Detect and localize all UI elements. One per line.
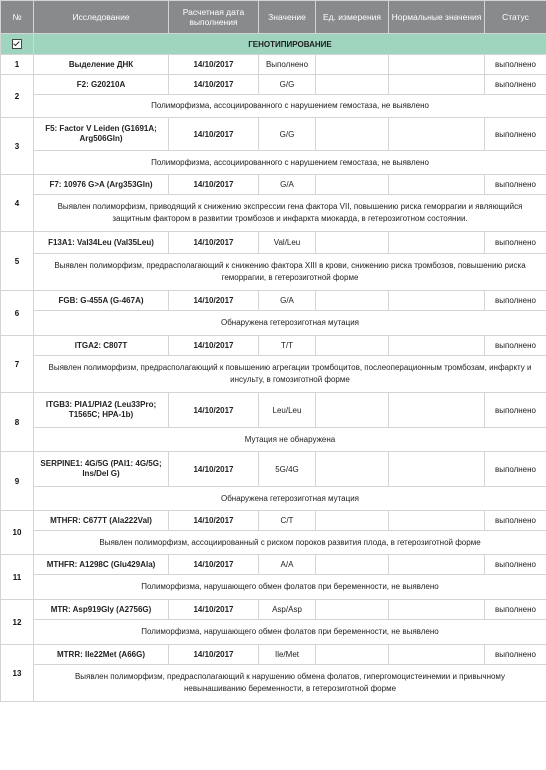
result-value: G/G: [259, 75, 316, 95]
study-name: ITGB3: PIA1/PIA2 (Leu33Pro; T1565C; HPA-1b): [34, 393, 169, 428]
due-date: 14/10/2017: [169, 291, 259, 311]
normal-range: [389, 291, 485, 311]
result-value: Leu/Leu: [259, 393, 316, 428]
section-checkbox[interactable]: [12, 39, 22, 49]
table-note-row: [1, 195, 546, 232]
normal-range: [389, 336, 485, 356]
interpretation-text: Обнаружена гетерозиготная мутация: [34, 487, 546, 511]
table-header-row: [1, 1, 546, 34]
result-value: G/A: [259, 175, 316, 195]
unit-value: [316, 645, 389, 665]
due-date: 14/10/2017: [169, 600, 259, 620]
status-text: выполнено: [485, 75, 546, 95]
study-name: MTHFR: C677T (Ala222Val): [34, 511, 169, 531]
row-number: 1: [1, 55, 34, 75]
study-name: ITGA2: C807T: [34, 336, 169, 356]
table-row[interactable]: [1, 600, 546, 620]
normal-range: [389, 393, 485, 428]
unit-value: [316, 600, 389, 620]
status-text: выполнено: [485, 232, 546, 254]
table-row[interactable]: [1, 175, 546, 195]
row-number: 11: [1, 555, 34, 600]
normal-range: [389, 118, 485, 151]
status-text: выполнено: [485, 645, 546, 665]
unit-value: [316, 291, 389, 311]
unit-value: [316, 75, 389, 95]
unit-value: [316, 511, 389, 531]
unit-value: [316, 175, 389, 195]
row-number: 5: [1, 232, 34, 291]
interpretation-text: Полиморфизма, нарушающего обмен фолатов при беременности, не выявлено: [34, 620, 546, 645]
row-number: 6: [1, 291, 34, 336]
study-name: F2: G20210A: [34, 75, 169, 95]
section-row: [1, 34, 546, 55]
table-note-row: [1, 311, 546, 336]
due-date: 14/10/2017: [169, 452, 259, 487]
interpretation-text: Мутация не обнаружена: [34, 428, 546, 452]
due-date: 14/10/2017: [169, 175, 259, 195]
interpretation-text: Выявлен полиморфизм, ассоциированный с риском пороков развития плода, в гетерозиготной форме: [34, 531, 546, 555]
status-text: выполнено: [485, 291, 546, 311]
normal-range: [389, 452, 485, 487]
unit-value: [316, 336, 389, 356]
status-text: выполнено: [485, 55, 546, 75]
normal-range: [389, 75, 485, 95]
row-number: 7: [1, 336, 34, 393]
interpretation-text: Полиморфизма, ассоциированного с нарушением гемостаза, не выявлено: [34, 151, 546, 175]
due-date: 14/10/2017: [169, 118, 259, 151]
table-row[interactable]: [1, 55, 546, 75]
header-unit[interactable]: Ед. измерения: [316, 1, 389, 34]
due-date: 14/10/2017: [169, 75, 259, 95]
row-number: 12: [1, 600, 34, 645]
due-date: 14/10/2017: [169, 336, 259, 356]
row-number: 13: [1, 645, 34, 702]
result-value: Asp/Asp: [259, 600, 316, 620]
due-date: 14/10/2017: [169, 232, 259, 254]
result-value: Ile/Met: [259, 645, 316, 665]
normal-range: [389, 555, 485, 575]
due-date: 14/10/2017: [169, 55, 259, 75]
row-number: 4: [1, 175, 34, 232]
status-text: выполнено: [485, 175, 546, 195]
normal-range: [389, 645, 485, 665]
row-number: 2: [1, 75, 34, 118]
table-row[interactable]: [1, 511, 546, 531]
header-date[interactable]: Расчетная дата выполнения: [169, 1, 259, 34]
normal-range: [389, 600, 485, 620]
study-name: MTR: Asp919Gly (A2756G): [34, 600, 169, 620]
interpretation-text: Выявлен полиморфизм, предрасполагающий к снижению фактора XIII в крови, снижению риска тромбозов, повышению риска геморрагии, в гетерозиготной форме: [34, 254, 546, 291]
table-note-row: [1, 575, 546, 600]
normal-range: [389, 55, 485, 75]
status-text: выполнено: [485, 118, 546, 151]
row-number: 10: [1, 511, 34, 555]
table-row[interactable]: [1, 393, 546, 428]
unit-value: [316, 393, 389, 428]
table-row[interactable]: [1, 336, 546, 356]
due-date: 14/10/2017: [169, 555, 259, 575]
header-value[interactable]: Значение: [259, 1, 316, 34]
table-row[interactable]: [1, 291, 546, 311]
table-note-row: [1, 487, 546, 511]
table-note-row: [1, 254, 546, 291]
table-row[interactable]: [1, 645, 546, 665]
result-value: 5G/4G: [259, 452, 316, 487]
section-checkbox-cell: [1, 34, 34, 55]
table-row[interactable]: [1, 452, 546, 487]
table-note-row: [1, 95, 546, 118]
study-name: MTRR: Ile22Met (A66G): [34, 645, 169, 665]
table-note-row: [1, 356, 546, 393]
interpretation-text: Обнаружена гетерозиготная мутация: [34, 311, 546, 336]
row-number: 8: [1, 393, 34, 452]
status-text: выполнено: [485, 600, 546, 620]
status-text: выполнено: [485, 555, 546, 575]
table-note-row: [1, 151, 546, 175]
section-title: ГЕНОТИПИРОВАНИЕ: [34, 34, 546, 55]
interpretation-text: Полиморфизма, ассоциированного с нарушением гемостаза, не выявлено: [34, 95, 546, 118]
table-row[interactable]: [1, 232, 546, 254]
study-name: SERPINE1: 4G/5G (PAI1: 4G/5G; Ins/Del G): [34, 452, 169, 487]
table-row[interactable]: [1, 75, 546, 95]
status-text: выполнено: [485, 393, 546, 428]
table-note-row: [1, 620, 546, 645]
result-value: A/A: [259, 555, 316, 575]
status-text: выполнено: [485, 511, 546, 531]
row-number: 9: [1, 452, 34, 511]
status-text: выполнено: [485, 452, 546, 487]
result-value: T/T: [259, 336, 316, 356]
table-note-row: [1, 531, 546, 555]
header-status[interactable]: Статус: [485, 1, 546, 34]
interpretation-text: Выявлен полиморфизм, предрасполагающий к нарушению обмена фолатов, гипергомоцистеинемии и привычному невынашиванию беременности, в гетерозиготной форме: [34, 665, 546, 702]
result-value: G/G: [259, 118, 316, 151]
unit-value: [316, 55, 389, 75]
normal-range: [389, 511, 485, 531]
result-value: Выполнено: [259, 55, 316, 75]
result-value: G/A: [259, 291, 316, 311]
unit-value: [316, 555, 389, 575]
table-row[interactable]: [1, 555, 546, 575]
study-name: F13A1: Val34Leu (Val35Leu): [34, 232, 169, 254]
interpretation-text: Выявлен полиморфизм, приводящий к снижению экспрессии гена фактора VII, повышению риска геморрагии и являющийся защитным фактором в развитии тромбозов и инфаркта миокарда, в гетерозиготном состоянии.: [34, 195, 546, 232]
study-name: Выделение ДНК: [34, 55, 169, 75]
unit-value: [316, 118, 389, 151]
row-number: 3: [1, 118, 34, 175]
result-value: Val/Leu: [259, 232, 316, 254]
table-note-row: [1, 665, 546, 702]
result-value: C/T: [259, 511, 316, 531]
study-name: FGB: G-455A (G-467A): [34, 291, 169, 311]
normal-range: [389, 175, 485, 195]
due-date: 14/10/2017: [169, 393, 259, 428]
study-name: F7: 10976 G>A (Arg353Gln): [34, 175, 169, 195]
normal-range: [389, 232, 485, 254]
study-name: MTHFR: A1298C (Glu429Ala): [34, 555, 169, 575]
table-row[interactable]: [1, 118, 546, 151]
table-note-row: [1, 428, 546, 452]
due-date: 14/10/2017: [169, 645, 259, 665]
unit-value: [316, 452, 389, 487]
header-study[interactable]: Исследование: [34, 1, 169, 34]
due-date: 14/10/2017: [169, 511, 259, 531]
unit-value: [316, 232, 389, 254]
interpretation-text: Полиморфизма, нарушающего обмен фолатов при беременности, не выявлено: [34, 575, 546, 600]
study-name: F5: Factor V Leiden (G1691A; Arg506Gln): [34, 118, 169, 151]
header-normal[interactable]: Нормальные значения: [389, 1, 485, 34]
header-num[interactable]: №: [1, 1, 34, 34]
interpretation-text: Выявлен полиморфизм, предрасполагающий к повышению агрегации тромбоцитов, послеоперационным тромбозам, инфаркту и инсульту, в гомозиготной форме: [34, 356, 546, 393]
status-text: выполнено: [485, 336, 546, 356]
